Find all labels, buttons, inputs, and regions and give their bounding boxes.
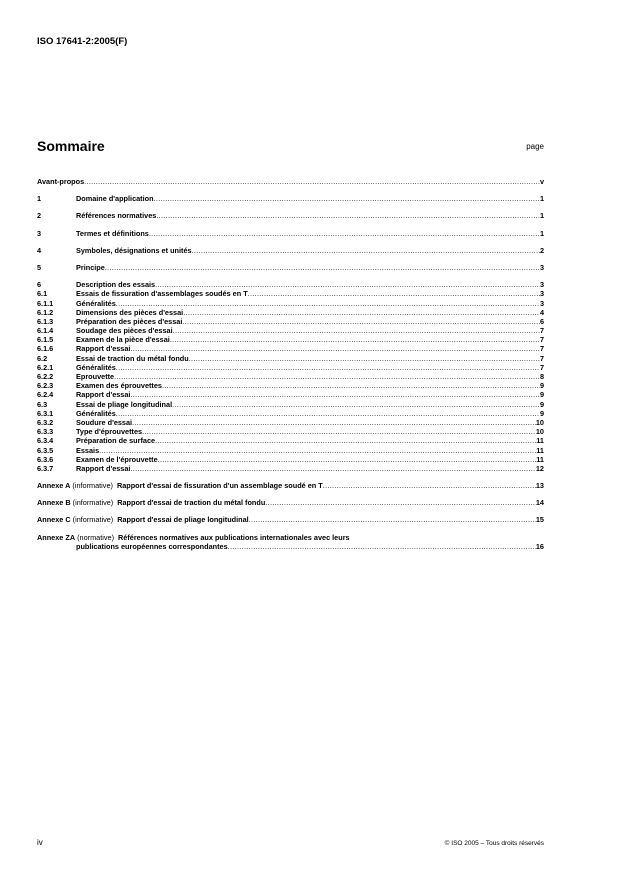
toc-entry-title: Rapport d'essai: [76, 344, 131, 354]
toc-entry-title: Généralités: [76, 362, 116, 372]
toc-entry-title: Essai de traction du métal fondu: [76, 353, 189, 363]
toc-entry-title: Eprouvette: [76, 372, 115, 381]
dot-leader: [130, 344, 539, 353]
toc-entry-page: 2: [539, 245, 544, 255]
dot-leader: [265, 498, 536, 507]
dot-leader: [155, 436, 536, 445]
toc-entry-number: 1: [37, 194, 42, 204]
dot-leader: [228, 542, 536, 551]
toc-entry-page: 4: [539, 307, 544, 317]
toc-entry-page: 12: [535, 463, 544, 473]
toc-entry-page: 11: [536, 445, 544, 455]
toc-entry[interactable]: [37, 409, 544, 418]
dot-leader: [172, 400, 540, 409]
toc-annex-line: [37, 542, 544, 551]
dot-leader: [248, 289, 540, 298]
toc-entry-title: Examen des éprouvettes: [76, 381, 162, 391]
toc-entry-number: 6.2.3: [37, 381, 54, 391]
toc-entry-page: 11: [536, 454, 544, 464]
annex-title: Rapport d'essai de traction du métal fondu: [117, 498, 266, 508]
toc-entry-number: 6.1.1: [37, 298, 54, 308]
annex-page: 16: [535, 541, 544, 551]
toc-entry-title: Rapport d'essai: [76, 463, 131, 473]
dot-leader: [162, 381, 540, 390]
toc-entry-title: Avant-propos: [37, 177, 85, 186]
toc-entry[interactable]: [37, 229, 544, 238]
toc-entry-page: 1: [539, 211, 544, 221]
toc-entry-title: Principe: [76, 262, 105, 272]
toc-entry-number: 6.1: [37, 289, 48, 299]
toc-entry[interactable]: [37, 211, 544, 220]
toc-entry-title: Domaine d'application: [76, 194, 154, 204]
toc-entry-page: 8: [539, 372, 544, 381]
dot-leader: [105, 263, 540, 272]
toc-entry-number: 6.2: [37, 353, 48, 363]
toc-entry-number: 6.3.1: [37, 408, 54, 418]
annex-page: 14: [535, 498, 544, 508]
toc-entry-title: Description des essais: [76, 280, 156, 290]
toc-entry[interactable]: [37, 194, 544, 203]
toc-entry[interactable]: [37, 427, 544, 436]
toc-entry-title: Examen de la pièce d'essai: [76, 335, 170, 345]
toc-annex-line: [37, 533, 544, 542]
toc-entry-title: Examen de l'éprouvette: [76, 454, 158, 464]
dot-leader: [116, 363, 540, 372]
annex-kind: (normative): [77, 532, 115, 542]
toc-entry-page: 11: [536, 436, 544, 446]
toc-entry-title: Dimensions des pièces d'essai: [76, 307, 184, 317]
toc-entry-title: Essais: [76, 445, 100, 455]
toc-entry[interactable]: [37, 280, 544, 289]
toc-entry[interactable]: [37, 381, 544, 390]
toc-entry-title: Références normatives: [76, 211, 157, 221]
toc-entry[interactable]: [37, 372, 544, 381]
dot-leader: [116, 299, 540, 308]
annex-label: Annexe A: [37, 481, 71, 491]
toc-entry-number: 6.1.4: [37, 326, 54, 336]
toc-entry[interactable]: [37, 263, 544, 272]
page-column-label: page: [526, 142, 544, 151]
toc-entry-page: 3: [539, 289, 544, 299]
toc-entry-page: 9: [539, 408, 544, 418]
dot-leader: [130, 464, 535, 473]
toc-entry-title: Type d'éprouvettes: [76, 427, 143, 437]
toc-entry-page: 9: [539, 381, 544, 391]
annex-kind: (informative): [72, 481, 113, 491]
toc-entry-page: 3: [539, 262, 544, 272]
dot-leader: [183, 308, 540, 317]
toc-entry-number: 6.2.1: [37, 362, 54, 372]
toc-entry[interactable]: [37, 464, 544, 473]
annex-kind: (informative): [72, 515, 114, 525]
toc-entry[interactable]: [37, 354, 544, 363]
toc-entry-page: 9: [539, 390, 544, 400]
toc-entry-number: 6.3.7: [37, 463, 54, 473]
toc-entry[interactable]: [37, 390, 544, 399]
toc-entry[interactable]: [37, 455, 544, 464]
dot-leader: [114, 372, 540, 381]
toc-entry-page: 7: [539, 335, 544, 345]
annex-kind: (informative): [72, 498, 114, 508]
dot-leader: [173, 326, 540, 335]
toc-entry[interactable]: [37, 246, 544, 255]
toc-entry-page: v: [539, 177, 544, 186]
toc-entry-number: 6.3.4: [37, 436, 54, 446]
annex-label: Annexe C: [37, 515, 71, 525]
annex-label: Annexe B: [37, 498, 71, 508]
toc-entry-title: Soudure d'essai: [76, 417, 133, 427]
toc-annexes: [37, 481, 544, 551]
toc-entry-title: Soudage des pièces d'essai: [76, 326, 173, 336]
toc-entry[interactable]: [37, 326, 544, 335]
toc-entry[interactable]: [37, 446, 544, 455]
table-of-contents: [37, 177, 544, 551]
toc-entry-page: 1: [539, 194, 544, 204]
dot-leader: [170, 335, 540, 344]
toc-entry-number: 6.1.3: [37, 316, 54, 326]
toc-entry-title: Symboles, désignations et unités: [76, 245, 192, 255]
toc-entry-page: 3: [539, 298, 544, 308]
dot-leader: [155, 280, 540, 289]
toc-entry-title: Essai de pliage longitudinal: [76, 399, 173, 409]
toc-entry-title: Préparation de surface: [76, 436, 156, 446]
toc-entry-number: 6.3.5: [37, 445, 54, 455]
toc-entry-page: 7: [539, 326, 544, 336]
toc-annex-line: [37, 498, 544, 507]
annex-title: Rapport d'essai de fissuration d'un assemblage soudé en T: [116, 481, 323, 491]
toc-entry[interactable]: [37, 418, 544, 427]
dot-leader: [84, 177, 540, 186]
toc-entry-number: 6.1.6: [37, 344, 54, 354]
annex-page: 15: [535, 515, 544, 525]
toc-entry-title: Préparation des pièces d'essai: [76, 316, 183, 326]
toc-entry[interactable]: [37, 177, 544, 186]
dot-leader: [323, 481, 536, 490]
toc-entry[interactable]: [37, 344, 544, 353]
dot-leader: [116, 409, 540, 418]
dot-leader: [249, 515, 536, 524]
dot-leader: [154, 194, 540, 203]
toc-entry-number: 6.2.2: [37, 372, 54, 381]
toc-entry-number: 5: [37, 262, 42, 272]
toc-entry[interactable]: [37, 299, 544, 308]
toc-entry[interactable]: [37, 289, 544, 298]
toc-entry-title: Essais de fissuration d'assemblages soudés en T: [76, 289, 248, 299]
toc-entry-number: 6.1.2: [37, 307, 54, 317]
toc-entry-page: 7: [539, 344, 544, 354]
toc-entry-title: Termes et définitions: [76, 228, 149, 238]
toc-entry[interactable]: [37, 400, 544, 409]
dot-leader: [132, 418, 536, 427]
toc-annex-line: [37, 515, 544, 524]
toc-annex[interactable]: [37, 533, 544, 551]
footer-copyright: © ISO 2005 – Tous droits réservés: [444, 840, 544, 847]
toc-entry-number: 6.3.3: [37, 427, 54, 437]
annex-page: 13: [535, 481, 544, 491]
toc-annex[interactable]: [37, 481, 544, 490]
toc-entry[interactable]: [37, 363, 544, 372]
toc-entry-page: 6: [539, 316, 544, 326]
toc-entry-page: 10: [535, 427, 544, 437]
dot-leader: [192, 246, 540, 255]
dot-leader: [156, 211, 540, 220]
dot-leader: [158, 455, 537, 464]
dot-leader: [99, 446, 536, 455]
page-title: Sommaire: [37, 138, 105, 154]
dot-leader: [149, 229, 540, 238]
toc-entry-number: 6.2.4: [37, 390, 54, 400]
toc-entry-page: 10: [535, 417, 544, 427]
toc-entry[interactable]: [37, 317, 544, 326]
toc-entry-number: 3: [37, 228, 42, 238]
annex-title-continued: publications européennes correspondantes: [76, 541, 228, 551]
dot-leader: [142, 427, 536, 436]
footer-page-number: iv: [37, 838, 43, 847]
document-id-header: ISO 17641-2:2005(F): [37, 36, 128, 47]
toc-entry-number: 6.3: [37, 399, 48, 409]
toc-entry-page: 3: [539, 280, 544, 290]
dot-leader: [189, 354, 540, 363]
toc-entries: [37, 177, 544, 473]
toc-entry[interactable]: [37, 335, 544, 344]
dot-leader: [182, 317, 540, 326]
toc-annex-line: [37, 481, 544, 490]
annex-label: Annexe ZA: [37, 532, 76, 542]
toc-entry-number: 2: [37, 211, 42, 221]
toc-entry-number: 4: [37, 245, 42, 255]
toc-entry-title: Généralités: [76, 408, 116, 418]
annex-title: Références normatives aux publications internationales avec leurs: [118, 532, 350, 542]
toc-entry-title: Rapport d'essai: [76, 390, 131, 400]
toc-entry-number: 6.3.6: [37, 454, 54, 464]
toc-annex[interactable]: [37, 515, 544, 524]
toc-entry-number: 6.3.2: [37, 417, 54, 427]
toc-entry-page: 7: [539, 362, 544, 372]
toc-entry-page: 7: [539, 353, 544, 363]
toc-entry-number: 6.1.5: [37, 335, 54, 345]
dot-leader: [130, 390, 539, 399]
toc-entry-title: Généralités: [76, 298, 116, 308]
toc-annex[interactable]: [37, 498, 544, 507]
annex-title: Rapport d'essai de pliage longitudinal: [117, 515, 249, 525]
toc-entry[interactable]: [37, 436, 544, 445]
toc-entry-page: 1: [539, 228, 544, 238]
toc-entry-number: 6: [37, 280, 42, 290]
toc-entry-page: 9: [539, 399, 544, 409]
toc-entry[interactable]: [37, 308, 544, 317]
